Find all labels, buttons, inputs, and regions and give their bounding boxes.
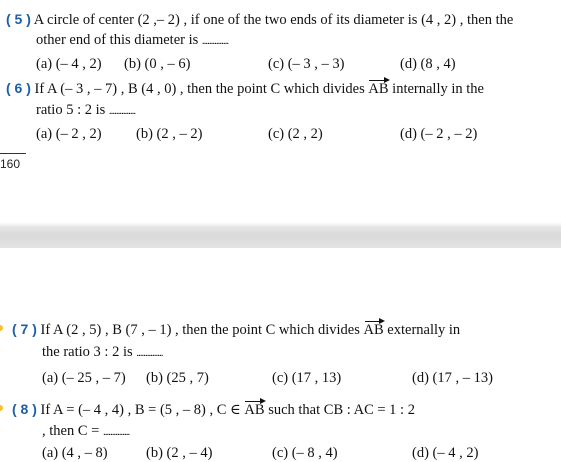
vector-ab: AB <box>368 81 389 97</box>
q7-option-c: (c) (17 , 13) <box>272 370 342 386</box>
answer-blank: ............... <box>201 35 229 47</box>
vector-ab: AB <box>244 402 265 418</box>
vector-ab: AB <box>363 322 384 338</box>
answer-blank: ............... <box>102 426 130 438</box>
question-text: If A (2 , 5) , B (7 , – 1) , then the point C which divides <box>40 322 364 338</box>
question-8-line-1 <box>12 400 415 419</box>
question-number: ( 6 ) <box>6 80 31 96</box>
question-5-line-2 <box>36 31 228 50</box>
question-number: ( 8 ) <box>12 401 37 417</box>
page-number: 160 <box>0 157 21 171</box>
question-text: If A = (– 4 , 4) , B = (5 , – 8) , C ∈ <box>40 402 245 418</box>
question-text: If A (– 3 , – 7) , B (4 , 0) , then the point C which divides <box>34 81 369 97</box>
question-text: ratio 5 : 2 is <box>36 102 109 118</box>
question-7-line-2 <box>42 343 163 362</box>
answer-blank: ............... <box>108 105 136 117</box>
q7-option-b: (b) (25 , 7) <box>146 370 209 386</box>
question-text: the ratio 3 : 2 is <box>42 344 137 360</box>
q5-option-d: (d) (8 , 4) <box>400 56 456 72</box>
question-number: ( 7 ) <box>12 321 37 337</box>
q8-option-c: (c) (– 8 , 4) <box>272 445 338 461</box>
question-6-line-2 <box>36 101 135 120</box>
question-text: other end of this diameter is <box>36 32 202 48</box>
question-8-line-2 <box>42 422 129 441</box>
q6-option-b: (b) (2 , – 2) <box>136 126 203 142</box>
page-number-rule <box>0 153 26 154</box>
q5-option-c: (c) (– 3 , – 3) <box>268 56 345 72</box>
question-text: , then C = <box>42 423 103 439</box>
q8-option-b: (b) (2 , – 4) <box>146 445 213 461</box>
q8-option-a: (a) (4 , – 8) <box>42 445 108 461</box>
question-7-line-1 <box>12 320 460 339</box>
bullet-icon <box>0 405 3 411</box>
question-6-line-1 <box>6 79 484 98</box>
question-5-line-1 <box>6 10 513 29</box>
page-gap <box>0 226 561 248</box>
q8-option-d: (d) (– 4 , 2) <box>412 445 479 461</box>
q7-option-d: (d) (17 , – 13) <box>412 370 493 386</box>
q5-option-a: (a) (– 4 , 2) <box>36 56 102 72</box>
q6-option-a: (a) (– 2 , 2) <box>36 126 102 142</box>
q7-option-a: (a) (– 25 , – 7) <box>42 370 126 386</box>
q6-option-c: (c) (2 , 2) <box>268 126 323 142</box>
bullet-icon <box>0 325 3 331</box>
q5-option-b: (b) (0 , – 6) <box>124 56 191 72</box>
question-text: internally in the <box>388 81 484 97</box>
answer-blank: ............... <box>136 347 163 359</box>
question-text: externally in <box>383 322 461 338</box>
question-number: ( 5 ) <box>6 11 31 27</box>
question-text: such that CB : AC = 1 : 2 <box>264 402 415 418</box>
q6-option-d: (d) (– 2 , – 2) <box>400 126 478 142</box>
question-text: A circle of center (2 ,– 2) , if one of the two ends of its diameter is (4 , 2) , then the <box>33 12 514 28</box>
